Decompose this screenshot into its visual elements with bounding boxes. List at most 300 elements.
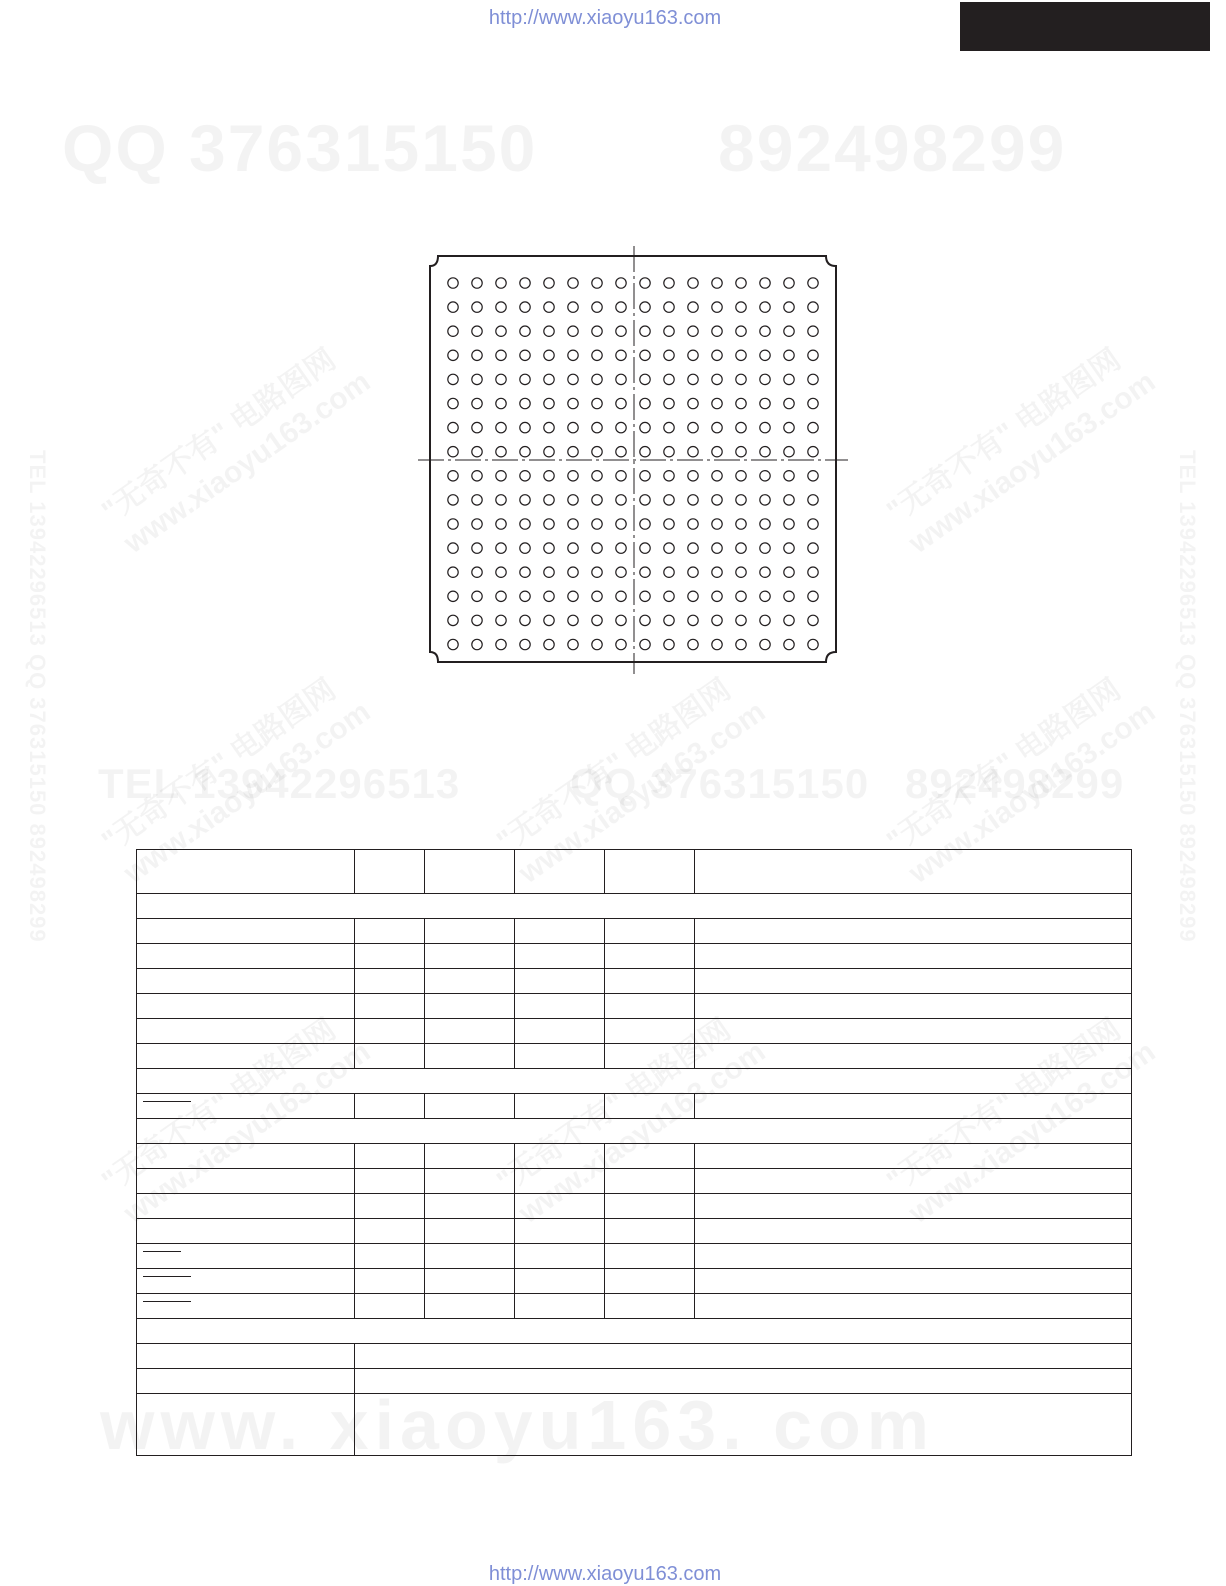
- solder-ball: [664, 591, 674, 601]
- solder-ball: [448, 591, 458, 601]
- solder-ball: [472, 591, 482, 601]
- table-cell: [515, 1169, 605, 1194]
- table-cell: [137, 1194, 355, 1219]
- table-cell: [355, 1144, 425, 1169]
- solder-ball: [616, 639, 626, 649]
- ball-grid: [448, 278, 818, 650]
- table-cell: [605, 1269, 695, 1294]
- table-cell: [137, 1269, 355, 1294]
- watermark-qq-mid: [570, 760, 869, 808]
- table-cell: [605, 1144, 695, 1169]
- table-row: [137, 1294, 1132, 1319]
- solder-ball: [712, 615, 722, 625]
- solder-ball: [592, 326, 602, 336]
- solder-ball: [688, 519, 698, 529]
- solder-ball: [808, 398, 818, 408]
- table-header-cell: [695, 850, 1132, 894]
- solder-ball: [664, 374, 674, 384]
- solder-ball: [496, 495, 506, 505]
- table-header-cell: [605, 850, 695, 894]
- solder-ball: [784, 278, 794, 288]
- solder-ball: [496, 543, 506, 553]
- solder-ball: [640, 447, 650, 457]
- table-cell: [425, 1219, 515, 1244]
- table-cell: [515, 1269, 605, 1294]
- table-cell: [355, 1019, 425, 1044]
- footer-url[interactable]: http://www.xiaoyu163.com: [488, 1563, 722, 1585]
- solder-ball: [688, 543, 698, 553]
- table-cell: [515, 1219, 605, 1244]
- solder-ball: [760, 567, 770, 577]
- table-cell: [605, 1019, 695, 1044]
- solder-ball: [616, 398, 626, 408]
- solder-ball: [808, 447, 818, 457]
- solder-ball: [688, 422, 698, 432]
- solder-ball: [688, 302, 698, 312]
- solder-ball: [568, 471, 578, 481]
- table-cell: [515, 944, 605, 969]
- table-cell: [605, 1194, 695, 1219]
- solder-ball: [496, 639, 506, 649]
- solder-ball: [664, 495, 674, 505]
- solder-ball: [448, 447, 458, 457]
- table-section-cell: [137, 1119, 1132, 1144]
- solder-ball: [520, 495, 530, 505]
- solder-ball: [640, 302, 650, 312]
- solder-ball: [496, 447, 506, 457]
- solder-ball: [472, 567, 482, 577]
- solder-ball: [736, 615, 746, 625]
- solder-ball: [544, 543, 554, 553]
- solder-ball: [784, 495, 794, 505]
- solder-ball: [568, 615, 578, 625]
- solder-ball: [808, 591, 818, 601]
- solder-ball: [760, 278, 770, 288]
- solder-ball: [592, 350, 602, 360]
- solder-ball: [688, 326, 698, 336]
- table-header-cell: [425, 850, 515, 894]
- solder-ball: [616, 447, 626, 457]
- solder-ball: [496, 326, 506, 336]
- solder-ball: [664, 447, 674, 457]
- solder-ball: [496, 591, 506, 601]
- solder-ball: [736, 495, 746, 505]
- table-row: [137, 1019, 1132, 1044]
- solder-ball: [520, 567, 530, 577]
- table-cell: [695, 919, 1132, 944]
- table-section-row: [137, 1119, 1132, 1144]
- table-cell: [355, 1394, 1132, 1456]
- table-cell: [425, 919, 515, 944]
- solder-ball: [544, 471, 554, 481]
- solder-ball: [568, 591, 578, 601]
- solder-ball: [736, 447, 746, 457]
- table-row: [137, 1094, 1132, 1119]
- solder-ball: [568, 567, 578, 577]
- solder-ball: [664, 543, 674, 553]
- solder-ball: [592, 639, 602, 649]
- table-cell: [137, 944, 355, 969]
- solder-ball: [472, 422, 482, 432]
- table-cell: [137, 1144, 355, 1169]
- solder-ball: [784, 350, 794, 360]
- package-outline: [430, 256, 836, 662]
- table-cell: [515, 1144, 605, 1169]
- table-cell: [605, 1094, 695, 1119]
- table-row: [137, 1344, 1132, 1369]
- table-cell: [425, 1044, 515, 1069]
- solder-ball: [712, 519, 722, 529]
- solder-ball: [616, 422, 626, 432]
- table-cell: [605, 944, 695, 969]
- solder-ball: [712, 398, 722, 408]
- table-cell: [355, 1194, 425, 1219]
- solder-ball: [472, 471, 482, 481]
- watermark-diag: [95, 332, 378, 562]
- solder-ball: [544, 495, 554, 505]
- table-cell: [695, 994, 1132, 1019]
- table-section-cell: [137, 1069, 1132, 1094]
- solder-ball: [808, 374, 818, 384]
- table-cell: [425, 1169, 515, 1194]
- solder-ball: [688, 374, 698, 384]
- solder-ball: [520, 278, 530, 288]
- solder-ball: [784, 567, 794, 577]
- table-cell: [425, 1019, 515, 1044]
- table-cell: [355, 919, 425, 944]
- solder-ball: [784, 471, 794, 481]
- solder-ball: [736, 350, 746, 360]
- table-cell: [355, 1294, 425, 1319]
- solder-ball: [760, 447, 770, 457]
- solder-ball: [640, 471, 650, 481]
- solder-ball: [448, 495, 458, 505]
- solder-ball: [472, 639, 482, 649]
- solder-ball: [808, 350, 818, 360]
- solder-ball: [544, 447, 554, 457]
- table-cell: [355, 944, 425, 969]
- solder-ball: [520, 447, 530, 457]
- solder-ball: [592, 447, 602, 457]
- solder-ball: [616, 591, 626, 601]
- solder-ball: [664, 471, 674, 481]
- solder-ball: [616, 519, 626, 529]
- watermark-tel: [98, 760, 460, 808]
- solder-ball: [784, 326, 794, 336]
- solder-ball: [496, 350, 506, 360]
- solder-ball: [448, 471, 458, 481]
- solder-ball: [784, 447, 794, 457]
- table-header-cell: [515, 850, 605, 894]
- solder-ball: [520, 471, 530, 481]
- solder-ball: [664, 639, 674, 649]
- solder-ball: [784, 422, 794, 432]
- table-row: [137, 1369, 1132, 1394]
- solder-ball: [760, 422, 770, 432]
- solder-ball: [712, 567, 722, 577]
- solder-ball: [712, 374, 722, 384]
- solder-ball: [496, 519, 506, 529]
- solder-ball: [592, 567, 602, 577]
- solder-ball: [712, 302, 722, 312]
- table-cell: [425, 969, 515, 994]
- solder-ball: [664, 422, 674, 432]
- solder-ball: [736, 302, 746, 312]
- solder-ball: [688, 398, 698, 408]
- solder-ball: [568, 519, 578, 529]
- solder-ball: [544, 374, 554, 384]
- solder-ball: [808, 543, 818, 553]
- solder-ball: [736, 374, 746, 384]
- solder-ball: [592, 422, 602, 432]
- table-cell: [137, 1169, 355, 1194]
- table-row: [137, 1144, 1132, 1169]
- solder-ball: [472, 326, 482, 336]
- solder-ball: [520, 639, 530, 649]
- table-row: [137, 1394, 1132, 1456]
- solder-ball: [448, 326, 458, 336]
- solder-ball: [520, 615, 530, 625]
- solder-ball: [640, 495, 650, 505]
- solder-ball: [544, 350, 554, 360]
- solder-ball: [448, 374, 458, 384]
- solder-ball: [544, 278, 554, 288]
- table-header-row: [137, 850, 1132, 894]
- table-cell: [137, 1294, 355, 1319]
- table-cell: [137, 1244, 355, 1269]
- overline-mark: [143, 1251, 181, 1264]
- table-cell: [355, 969, 425, 994]
- table-section-cell: [137, 894, 1132, 919]
- table-cell: [515, 1244, 605, 1269]
- solder-ball: [472, 495, 482, 505]
- table-cell: [605, 1294, 695, 1319]
- solder-ball: [568, 447, 578, 457]
- table-cell: [355, 1044, 425, 1069]
- solder-ball: [472, 302, 482, 312]
- solder-ball: [544, 326, 554, 336]
- solder-ball: [760, 591, 770, 601]
- solder-ball: [472, 374, 482, 384]
- table-cell: [695, 1269, 1132, 1294]
- solder-ball: [712, 278, 722, 288]
- table-cell: [355, 1094, 425, 1119]
- table-cell: [425, 1244, 515, 1269]
- solder-ball: [520, 302, 530, 312]
- solder-ball: [688, 591, 698, 601]
- solder-ball: [736, 567, 746, 577]
- solder-ball: [712, 639, 722, 649]
- solder-ball: [448, 639, 458, 649]
- table-cell: [137, 919, 355, 944]
- solder-ball: [448, 302, 458, 312]
- solder-ball: [616, 495, 626, 505]
- solder-ball: [544, 302, 554, 312]
- solder-ball: [520, 422, 530, 432]
- solder-ball: [808, 471, 818, 481]
- solder-ball: [448, 615, 458, 625]
- table-cell: [355, 1219, 425, 1244]
- table-row: [137, 1269, 1132, 1294]
- solder-ball: [472, 398, 482, 408]
- solder-ball: [616, 543, 626, 553]
- solder-ball: [664, 350, 674, 360]
- solder-ball: [520, 374, 530, 384]
- table-cell: [515, 969, 605, 994]
- table-cell: [695, 944, 1132, 969]
- solder-ball: [736, 398, 746, 408]
- solder-ball: [448, 278, 458, 288]
- solder-ball: [664, 615, 674, 625]
- table-cell: [425, 1144, 515, 1169]
- solder-ball: [688, 495, 698, 505]
- solder-ball: [712, 447, 722, 457]
- table-row: [137, 919, 1132, 944]
- solder-ball: [640, 639, 650, 649]
- solder-ball: [592, 543, 602, 553]
- solder-ball: [616, 350, 626, 360]
- solder-ball: [760, 302, 770, 312]
- solder-ball: [520, 350, 530, 360]
- table-cell: [137, 969, 355, 994]
- solder-ball: [568, 495, 578, 505]
- table-section-row: [137, 1319, 1132, 1344]
- table-cell: [137, 1344, 355, 1369]
- table-cell: [515, 1019, 605, 1044]
- table-cell: [137, 1019, 355, 1044]
- solder-ball: [544, 639, 554, 649]
- solder-ball: [520, 591, 530, 601]
- solder-ball: [784, 374, 794, 384]
- table-section-row: [137, 894, 1132, 919]
- overline-mark: [143, 1276, 191, 1289]
- solder-ball: [472, 543, 482, 553]
- table-cell: [695, 1144, 1132, 1169]
- table-cell: [515, 1294, 605, 1319]
- solder-ball: [448, 398, 458, 408]
- table-cell: [515, 994, 605, 1019]
- solder-ball: [664, 398, 674, 408]
- solder-ball: [760, 350, 770, 360]
- solder-ball: [760, 374, 770, 384]
- table-cell: [605, 1044, 695, 1069]
- solder-ball: [544, 567, 554, 577]
- table-cell: [137, 1094, 355, 1119]
- solder-ball: [592, 591, 602, 601]
- solder-ball: [640, 326, 650, 336]
- solder-ball: [688, 278, 698, 288]
- solder-ball: [808, 519, 818, 529]
- solder-ball: [688, 615, 698, 625]
- solder-ball: [496, 422, 506, 432]
- solder-ball: [760, 495, 770, 505]
- solder-ball: [760, 398, 770, 408]
- solder-ball: [520, 543, 530, 553]
- solder-ball: [448, 350, 458, 360]
- solder-ball: [664, 326, 674, 336]
- watermark-qq: [62, 110, 537, 186]
- table-cell: [355, 1344, 1132, 1369]
- header-url[interactable]: http://www.xiaoyu163.com: [488, 7, 722, 29]
- solder-ball: [640, 543, 650, 553]
- table-cell: [695, 1044, 1132, 1069]
- solder-ball: [568, 350, 578, 360]
- solder-ball: [760, 326, 770, 336]
- solder-ball: [808, 422, 818, 432]
- solder-ball: [736, 519, 746, 529]
- solder-ball: [688, 567, 698, 577]
- solder-ball: [760, 471, 770, 481]
- solder-ball: [808, 639, 818, 649]
- solder-ball: [784, 615, 794, 625]
- overline-mark: [143, 1301, 191, 1314]
- solder-ball: [520, 326, 530, 336]
- solder-ball: [592, 302, 602, 312]
- solder-ball: [760, 639, 770, 649]
- solder-ball: [568, 374, 578, 384]
- solder-ball: [712, 350, 722, 360]
- solder-ball: [664, 567, 674, 577]
- table-cell: [355, 1244, 425, 1269]
- solder-ball: [712, 326, 722, 336]
- solder-ball: [808, 326, 818, 336]
- solder-ball: [712, 422, 722, 432]
- overline-mark: [143, 1101, 191, 1114]
- table-cell: [695, 969, 1132, 994]
- solder-ball: [784, 519, 794, 529]
- solder-ball: [496, 398, 506, 408]
- solder-ball: [616, 278, 626, 288]
- solder-ball: [784, 302, 794, 312]
- solder-ball: [808, 615, 818, 625]
- solder-ball: [616, 302, 626, 312]
- solder-ball: [664, 278, 674, 288]
- solder-ball: [568, 639, 578, 649]
- solder-ball: [472, 350, 482, 360]
- solder-ball: [712, 495, 722, 505]
- table-cell: [425, 1269, 515, 1294]
- solder-ball: [664, 302, 674, 312]
- table-cell: [425, 944, 515, 969]
- solder-ball: [616, 615, 626, 625]
- solder-ball: [808, 302, 818, 312]
- solder-ball: [472, 519, 482, 529]
- table-cell: [355, 1169, 425, 1194]
- solder-ball: [760, 519, 770, 529]
- solder-ball: [760, 543, 770, 553]
- table-cell: [425, 1094, 515, 1119]
- solder-ball: [568, 543, 578, 553]
- table-cell: [695, 1169, 1132, 1194]
- solder-ball: [592, 615, 602, 625]
- watermark-side-left: [24, 450, 50, 943]
- solder-ball: [448, 422, 458, 432]
- solder-ball: [568, 398, 578, 408]
- solder-ball: [472, 615, 482, 625]
- solder-ball: [592, 398, 602, 408]
- solder-ball: [568, 278, 578, 288]
- solder-ball: [592, 495, 602, 505]
- solder-ball: [616, 326, 626, 336]
- solder-ball: [520, 398, 530, 408]
- table-cell: [137, 1219, 355, 1244]
- solder-ball: [496, 471, 506, 481]
- solder-ball: [712, 591, 722, 601]
- solder-ball: [640, 422, 650, 432]
- table-row: [137, 1044, 1132, 1069]
- header-black-bar: [960, 2, 1210, 51]
- solder-ball: [808, 567, 818, 577]
